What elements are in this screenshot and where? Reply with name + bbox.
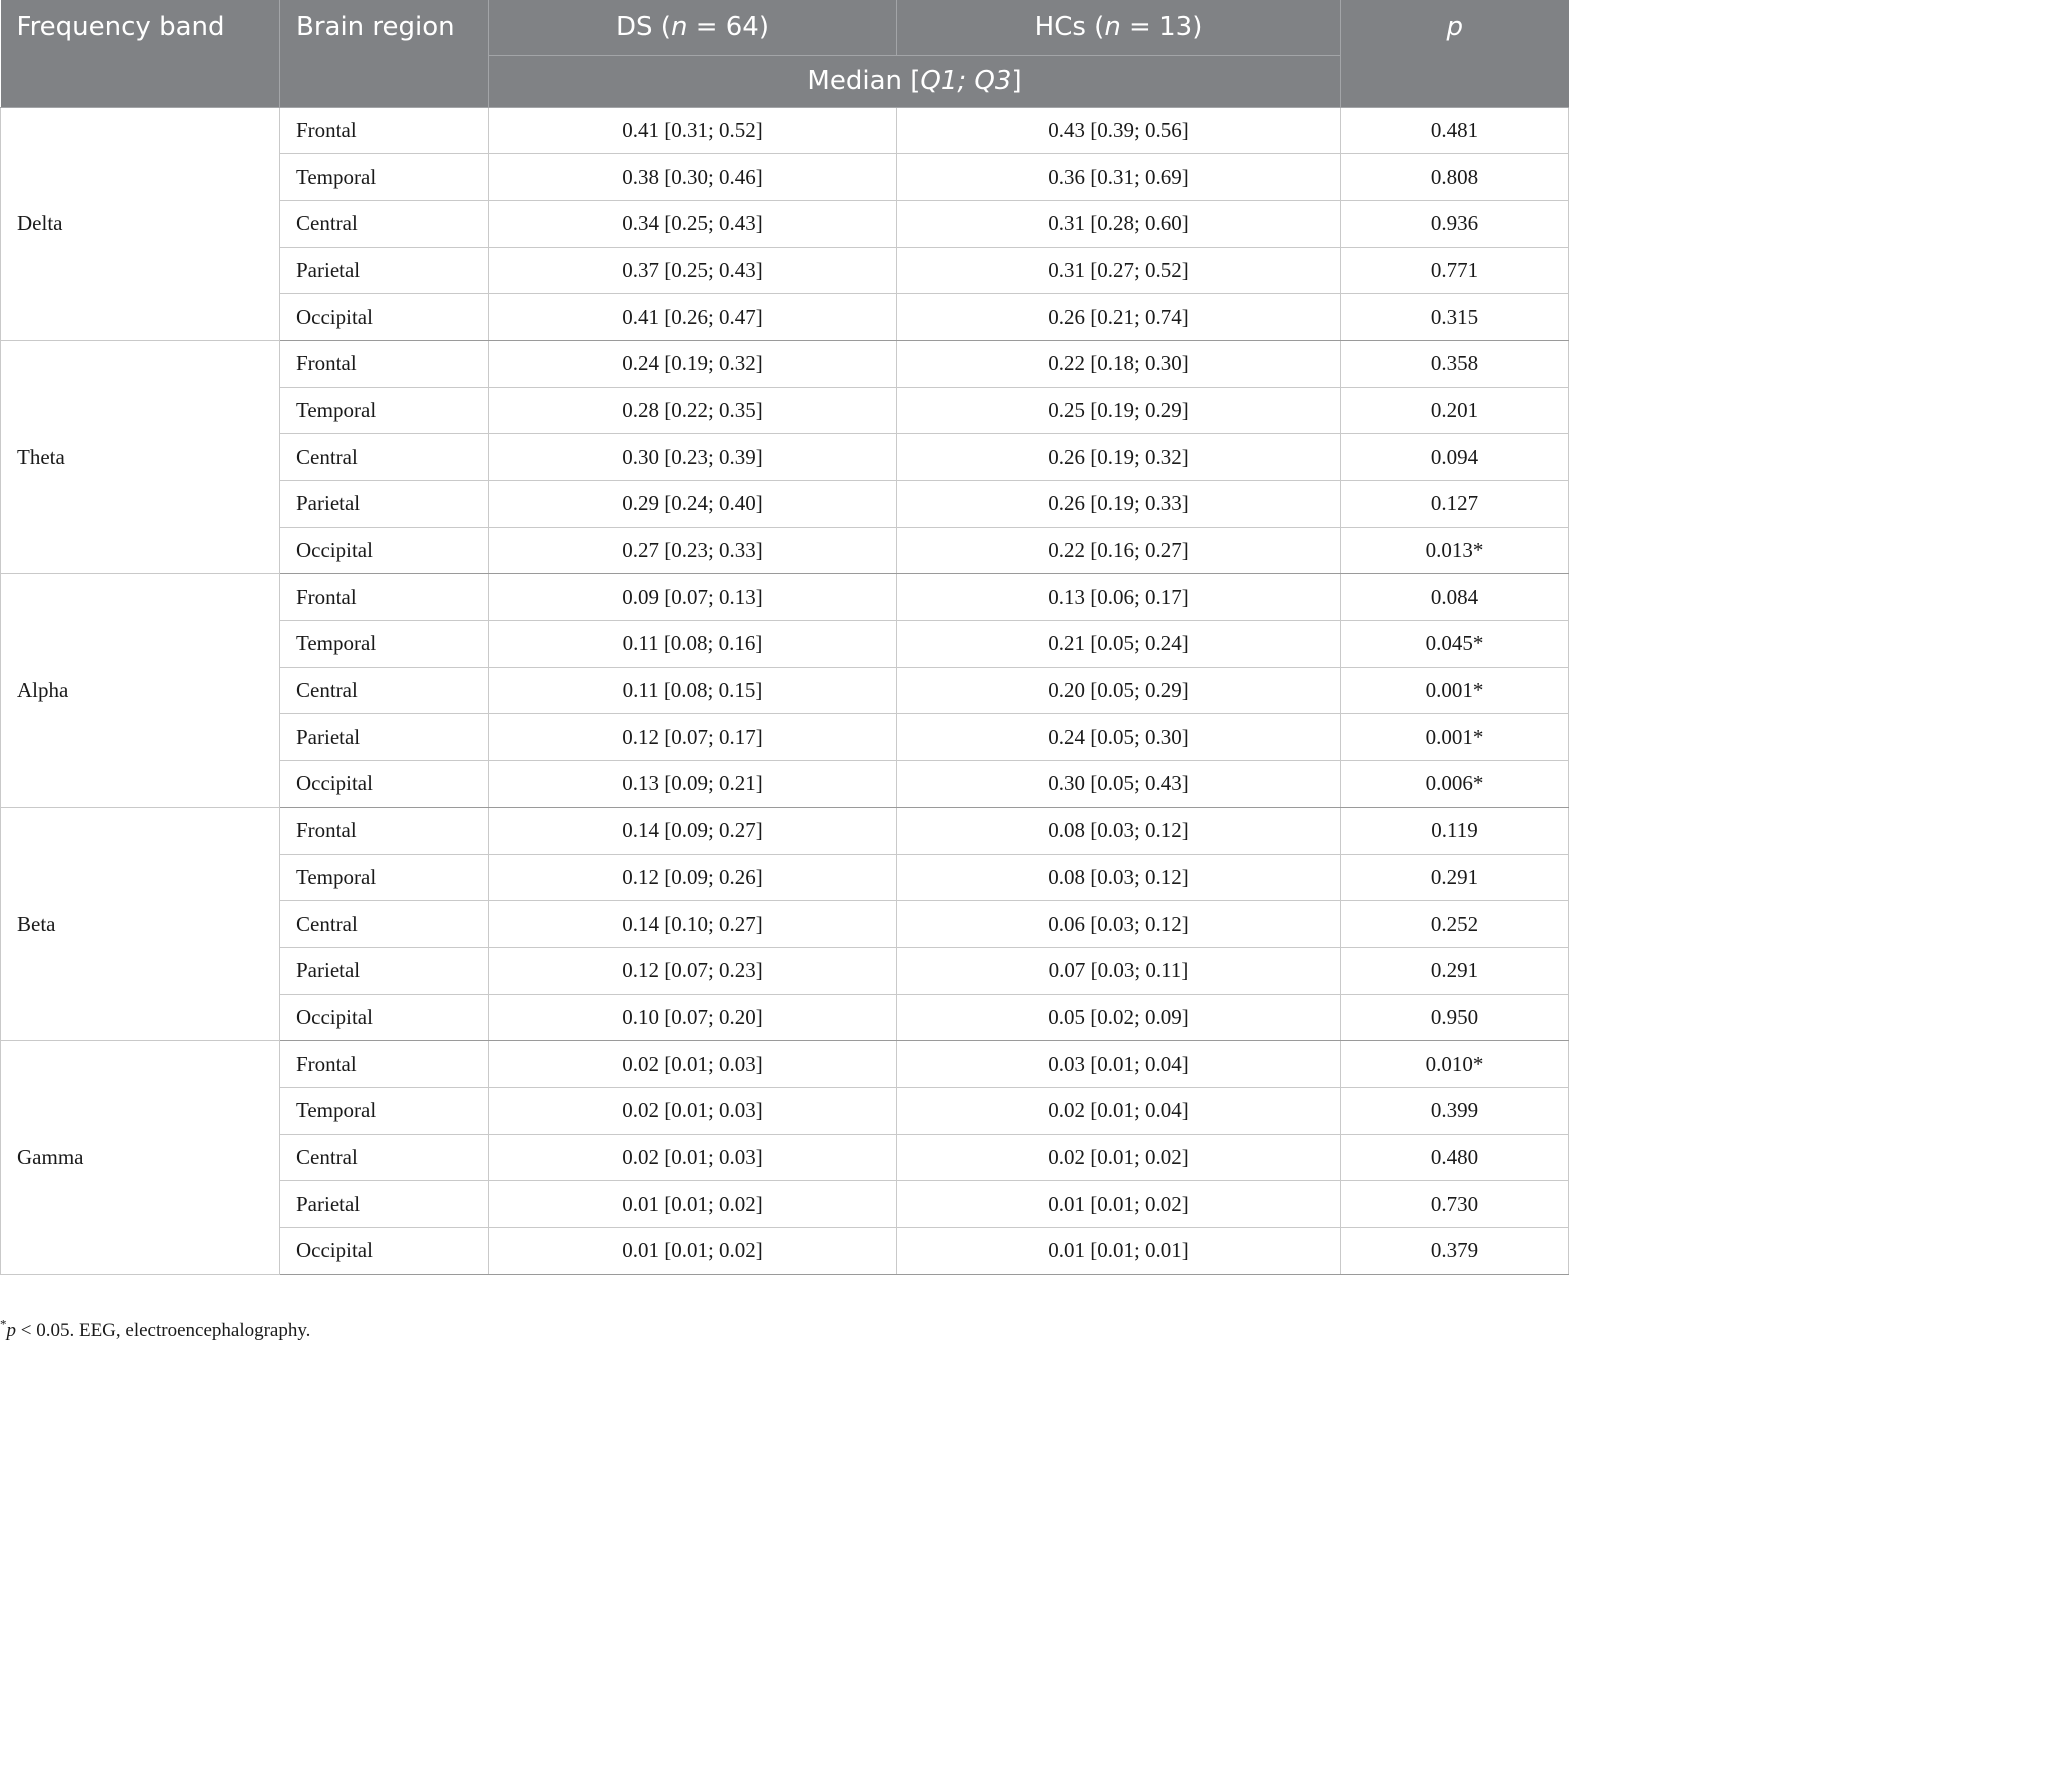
table-body [1,107,1569,1274]
brain-region-cell: Parietal [280,481,489,528]
hc-median-cell: 0.43 [0.39; 0.56] [897,107,1341,154]
brain-region-cell: Frontal [280,574,489,621]
brain-region-cell: Occipital [280,294,489,341]
ds-median-cell: 0.11 [0.08; 0.15] [489,667,897,714]
hc-median-cell: 0.01 [0.01; 0.02] [897,1181,1341,1228]
p-value-cell: 0.001* [1341,714,1569,761]
header-ds-n: n [670,12,688,43]
p-value-cell: 0.730 [1341,1181,1569,1228]
brain-region-cell: Parietal [280,714,489,761]
brain-region-cell: Occipital [280,994,489,1041]
ds-median-cell: 0.41 [0.26; 0.47] [489,294,897,341]
brain-region-cell: Occipital [280,761,489,808]
brain-region-cell: Parietal [280,947,489,994]
hc-median-cell: 0.02 [0.01; 0.04] [897,1087,1341,1134]
brain-region-cell: Central [280,667,489,714]
hc-median-cell: 0.08 [0.03; 0.12] [897,807,1341,854]
hc-median-cell: 0.05 [0.02; 0.09] [897,994,1341,1041]
ds-median-cell: 0.13 [0.09; 0.21] [489,761,897,808]
ds-median-cell: 0.37 [0.25; 0.43] [489,247,897,294]
hc-median-cell: 0.30 [0.05; 0.43] [897,761,1341,808]
table-row [1,107,1569,154]
hc-median-cell: 0.26 [0.19; 0.33] [897,481,1341,528]
ds-median-cell: 0.41 [0.31; 0.52] [489,107,897,154]
ds-median-cell: 0.14 [0.10; 0.27] [489,901,897,948]
p-value-cell: 0.481 [1341,107,1569,154]
brain-region-cell: Frontal [280,340,489,387]
header-ds-label: DS ( [616,12,671,43]
p-value-cell: 0.013* [1341,527,1569,574]
p-value-cell: 0.045* [1341,621,1569,668]
brain-region-cell: Temporal [280,387,489,434]
hc-median-cell: 0.02 [0.01; 0.02] [897,1134,1341,1181]
brain-region-cell: Parietal [280,1181,489,1228]
hc-median-cell: 0.24 [0.05; 0.30] [897,714,1341,761]
header-ds [489,0,897,55]
p-value-cell: 0.808 [1341,154,1569,201]
header-hc [897,0,1341,55]
frequency-band-cell: Gamma [1,1041,280,1274]
brain-region-cell: Central [280,1134,489,1181]
hc-median-cell: 0.07 [0.03; 0.11] [897,947,1341,994]
p-value-cell: 0.291 [1341,854,1569,901]
hc-median-cell: 0.22 [0.18; 0.30] [897,340,1341,387]
ds-median-cell: 0.29 [0.24; 0.40] [489,481,897,528]
brain-region-cell: Occipital [280,527,489,574]
hc-median-cell: 0.08 [0.03; 0.12] [897,854,1341,901]
header-p-label: p [1446,12,1463,42]
ds-median-cell: 0.38 [0.30; 0.46] [489,154,897,201]
ds-median-cell: 0.10 [0.07; 0.20] [489,994,897,1041]
header-hc-n: n [1104,12,1121,43]
ds-median-cell: 0.02 [0.01; 0.03] [489,1087,897,1134]
brain-region-cell: Central [280,901,489,948]
footnote-text: < 0.05. EEG, electroencephalography. [16,1320,311,1341]
ds-median-cell: 0.11 [0.08; 0.16] [489,621,897,668]
ds-median-cell: 0.12 [0.09; 0.26] [489,854,897,901]
p-value-cell: 0.127 [1341,481,1569,528]
p-value-cell: 0.291 [1341,947,1569,994]
frequency-band-cell: Delta [1,107,280,340]
hc-median-cell: 0.13 [0.06; 0.17] [897,574,1341,621]
brain-region-cell: Occipital [280,1228,489,1275]
header-hc-count: = 13) [1120,12,1203,43]
hc-median-cell: 0.26 [0.19; 0.32] [897,434,1341,481]
hc-median-cell: 0.21 [0.05; 0.24] [897,621,1341,668]
header-hc-label: HCs ( [1034,12,1105,43]
brain-region-cell: Temporal [280,154,489,201]
p-value-cell: 0.480 [1341,1134,1569,1181]
ds-median-cell: 0.14 [0.09; 0.27] [489,807,897,854]
table-row [1,340,1569,387]
table-row [1,1041,1569,1088]
p-value-cell: 0.001* [1341,667,1569,714]
brain-region-cell: Central [280,200,489,247]
frequency-band-cell: Alpha [1,574,280,807]
brain-region-cell: Temporal [280,1087,489,1134]
ds-median-cell: 0.12 [0.07; 0.23] [489,947,897,994]
brain-region-cell: Frontal [280,1041,489,1088]
hc-median-cell: 0.25 [0.19; 0.29] [897,387,1341,434]
p-value-cell: 0.399 [1341,1087,1569,1134]
hc-median-cell: 0.31 [0.27; 0.52] [897,247,1341,294]
table-row [1,574,1569,621]
header-frequency-band: Frequency band [1,0,280,107]
footnote-p-symbol: p [6,1320,16,1341]
p-value-cell: 0.315 [1341,294,1569,341]
brain-region-cell: Temporal [280,621,489,668]
header-median-quartiles: Q1; Q3 [920,66,1012,96]
ds-median-cell: 0.27 [0.23; 0.33] [489,527,897,574]
hc-median-cell: 0.01 [0.01; 0.01] [897,1228,1341,1275]
p-value-cell: 0.094 [1341,434,1569,481]
ds-median-cell: 0.24 [0.19; 0.32] [489,340,897,387]
table-footnote [0,1316,311,1342]
table-row [1,807,1569,854]
ds-median-cell: 0.02 [0.01; 0.03] [489,1134,897,1181]
p-value-cell: 0.010* [1341,1041,1569,1088]
hc-median-cell: 0.03 [0.01; 0.04] [897,1041,1341,1088]
p-value-cell: 0.950 [1341,994,1569,1041]
p-value-cell: 0.006* [1341,761,1569,808]
p-value-cell: 0.119 [1341,807,1569,854]
p-value-cell: 0.936 [1341,200,1569,247]
header-brain-region: Brain region [280,0,489,107]
brain-region-cell: Frontal [280,107,489,154]
p-value-cell: 0.252 [1341,901,1569,948]
footnote-marker: * [0,1316,7,1332]
header-p [1341,0,1569,107]
hc-median-cell: 0.31 [0.28; 0.60] [897,200,1341,247]
hc-median-cell: 0.36 [0.31; 0.69] [897,154,1341,201]
ds-median-cell: 0.28 [0.22; 0.35] [489,387,897,434]
p-value-cell: 0.771 [1341,247,1569,294]
ds-median-cell: 0.02 [0.01; 0.03] [489,1041,897,1088]
frequency-band-cell: Theta [1,340,280,573]
brain-region-cell: Temporal [280,854,489,901]
frequency-band-cell: Beta [1,807,280,1040]
ds-median-cell: 0.12 [0.07; 0.17] [489,714,897,761]
brain-region-cell: Parietal [280,247,489,294]
header-ds-count: = 64) [687,12,769,43]
hc-median-cell: 0.06 [0.03; 0.12] [897,901,1341,948]
ds-median-cell: 0.34 [0.25; 0.43] [489,200,897,247]
brain-region-cell: Frontal [280,807,489,854]
table-header [1,0,1569,107]
header-median-suffix: ] [1011,66,1022,96]
hc-median-cell: 0.26 [0.21; 0.74] [897,294,1341,341]
hc-median-cell: 0.22 [0.16; 0.27] [897,527,1341,574]
header-median-prefix: Median [ [807,66,921,96]
header-median [489,55,1341,107]
ds-median-cell: 0.01 [0.01; 0.02] [489,1228,897,1275]
ds-median-cell: 0.09 [0.07; 0.13] [489,574,897,621]
p-value-cell: 0.084 [1341,574,1569,621]
brain-region-cell: Central [280,434,489,481]
ds-median-cell: 0.01 [0.01; 0.02] [489,1181,897,1228]
hc-median-cell: 0.20 [0.05; 0.29] [897,667,1341,714]
ds-median-cell: 0.30 [0.23; 0.39] [489,434,897,481]
p-value-cell: 0.201 [1341,387,1569,434]
p-value-cell: 0.379 [1341,1228,1569,1275]
p-value-cell: 0.358 [1341,340,1569,387]
